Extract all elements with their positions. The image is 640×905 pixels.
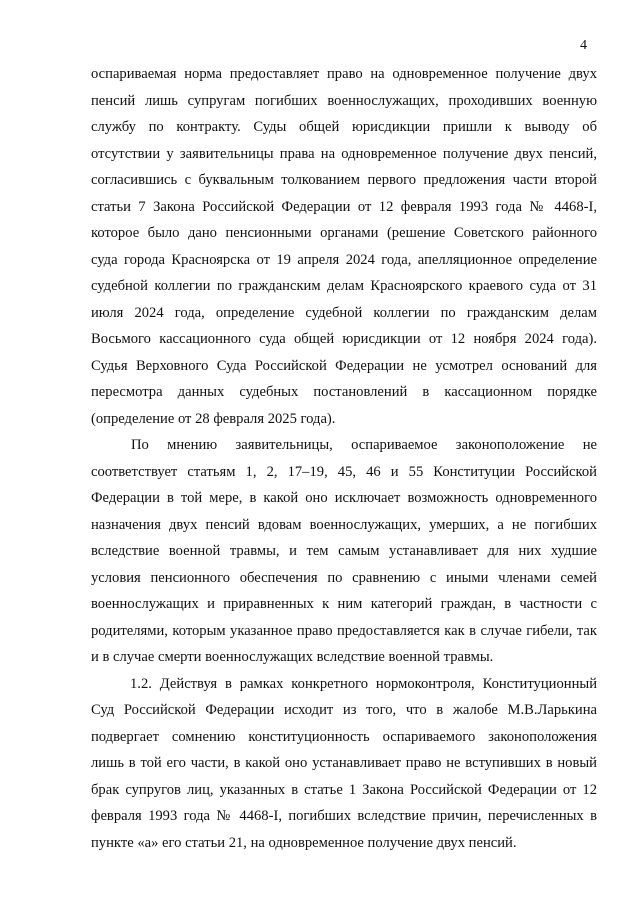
- text-line: судебной коллегии по гражданским делам Красноярского краевого суда от 31: [91, 278, 597, 294]
- text-line: 1.2. Действуя в рамках конкретного нормоконтроля, Конституционный: [130, 675, 597, 692]
- text-line: По мнению заявительницы, оспариваемое законоположение не: [131, 437, 597, 453]
- text-line: и в случае смерти военнослужащих вследствие военной травмы.: [91, 649, 494, 665]
- text-line: брак супругов лиц, указанных в статье 1 Закона Российской Федерации от 12: [91, 781, 597, 798]
- paragraph-3: [91, 671, 597, 857]
- text-line: военнослужащих и приравненных к ним категорий граждан, в частности с: [91, 596, 597, 612]
- document-body: [91, 61, 597, 856]
- text-line: вследствие военной травмы, и тем самым устанавливает для них худшие: [91, 543, 597, 559]
- text-line: соответствует статьям 1, 2, 17–19, 45, 46 и 55 Конституции Российской: [91, 463, 597, 480]
- text-line: статьи 7 Закона Российской Федерации от 12 февраля 1993 года № 4468-I,: [91, 198, 597, 215]
- text-line: пересмотра данных судебных постановлений в кассационном порядке: [91, 384, 597, 400]
- text-line: (определение от 28 февраля 2025 года).: [91, 410, 336, 427]
- text-line: Суд Российской Федерации исходит из того, что в жалобе М.В.Ларькина: [91, 702, 597, 718]
- paragraph-1: [91, 61, 597, 432]
- text-line: февраля 1993 года № 4468-I, погибших вследствие причин, перечисленных в: [91, 808, 597, 824]
- paragraph-2: [91, 432, 597, 671]
- text-line: согласившись с буквальным толкованием первого предложения части второй: [91, 172, 597, 188]
- text-line: условия пенсионного обеспечения по сравнению с иными членами семей: [91, 569, 597, 586]
- text-line: которое было дано пенсионными органами (решение Советского районного: [91, 225, 597, 241]
- text-line: суда города Красноярска от 19 апреля 2024 года, апелляционное определение: [91, 251, 597, 268]
- text-line: родителями, которым указанное право предоставляется как в случае гибели, так: [91, 622, 597, 639]
- page-number: 4: [580, 38, 587, 53]
- text-line: отсутствии у заявительницы права на одновременное получение двух пенсий,: [91, 145, 597, 162]
- text-line: лишь в той его части, в какой оно устанавливает право не вступивших в новый: [91, 755, 597, 771]
- text-line: оспариваемая норма предоставляет право на одновременное получение двух: [91, 66, 597, 82]
- text-line: Восьмого кассационного суда общей юрисдикции от 12 ноября 2024 года).: [91, 331, 597, 347]
- text-line: пункте «а» его статьи 21, на одновременное получение двух пенсий.: [91, 834, 517, 851]
- text-line: Федерации в той мере, в какой оно исключает возможность одновременного: [91, 490, 597, 506]
- text-line: службу по контракту. Суды общей юрисдикции пришли к выводу об: [91, 119, 597, 135]
- text-line: назначения двух пенсий вдовам военнослужащих, умерших, а не погибших: [91, 516, 597, 533]
- text-line: июля 2024 года, определение судебной коллегии по гражданским делам: [91, 304, 597, 321]
- text-line: пенсий лишь супругам погибших военнослужащих, проходивших военную: [91, 92, 597, 109]
- text-line: Судья Верховного Суда Российской Федерации не усмотрел оснований для: [91, 357, 597, 374]
- text-line: подвергает сомнению конституционность оспариваемого законоположения: [91, 728, 597, 745]
